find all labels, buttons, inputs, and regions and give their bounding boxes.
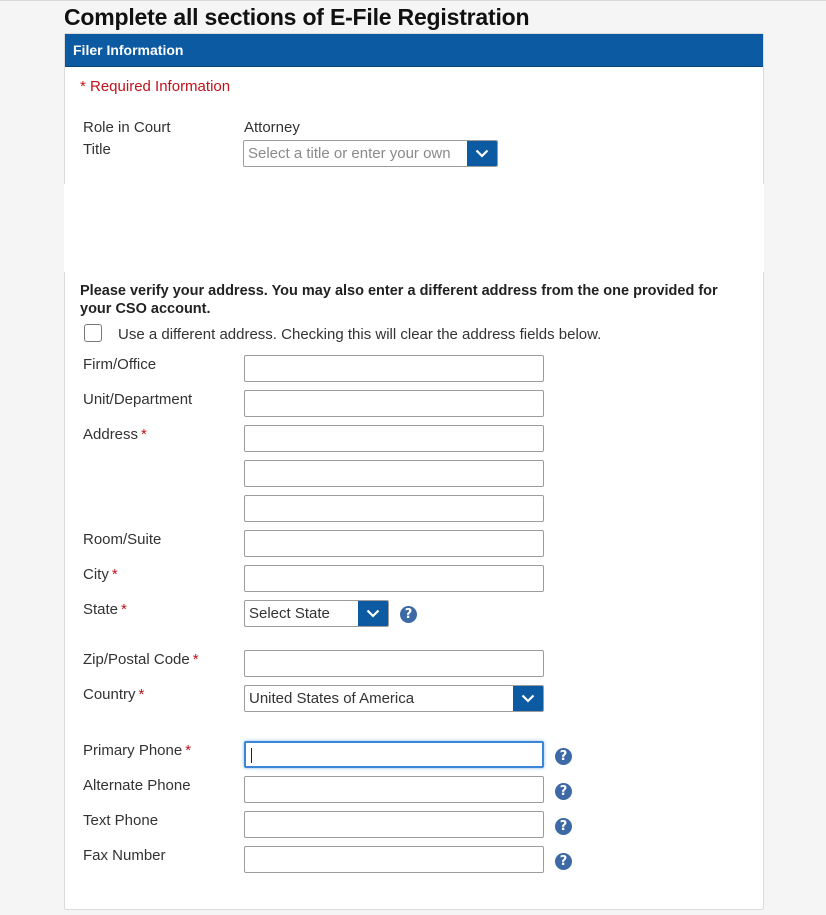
zip-input[interactable] bbox=[244, 650, 544, 677]
top-divider bbox=[0, 0, 826, 1]
text-phone-label: Text Phone bbox=[83, 812, 159, 829]
role-label: Role in Court bbox=[83, 119, 171, 136]
required-marker: * bbox=[121, 601, 127, 618]
firm-office-label: Firm/Office bbox=[83, 356, 157, 373]
required-marker: * bbox=[192, 651, 199, 668]
country-select[interactable] bbox=[244, 685, 544, 712]
alternate-phone-label: Alternate Phone bbox=[83, 777, 191, 794]
address-label: Address * bbox=[83, 426, 147, 443]
alternate-phone-help-icon[interactable]: ? bbox=[555, 783, 572, 800]
required-note: * Required Information bbox=[80, 78, 231, 95]
country-selected-value: United States of America bbox=[249, 690, 415, 707]
chevron-down-icon[interactable] bbox=[358, 601, 388, 626]
title-placeholder: Select a title or enter your own bbox=[248, 145, 451, 162]
address-line1-input[interactable] bbox=[244, 425, 544, 452]
primary-phone-label: Primary Phone * bbox=[83, 742, 192, 759]
state-help-icon[interactable]: ? bbox=[400, 606, 417, 623]
address-line2-input[interactable] bbox=[244, 460, 544, 487]
city-input[interactable] bbox=[244, 565, 544, 592]
unit-department-label: Unit/Department bbox=[83, 391, 193, 408]
different-address-checkbox[interactable] bbox=[84, 324, 102, 342]
zip-label: Zip/Postal Code * bbox=[83, 651, 199, 668]
chevron-down-icon[interactable] bbox=[513, 686, 543, 711]
fax-number-input[interactable] bbox=[244, 846, 544, 873]
role-value: Attorney bbox=[244, 119, 300, 136]
required-marker: * bbox=[138, 686, 145, 703]
text-phone-input[interactable] bbox=[244, 811, 544, 838]
required-marker: * bbox=[185, 742, 192, 759]
different-address-label: Use a different address. Checking this will clear the address fields below. bbox=[118, 326, 602, 343]
title-combobox[interactable] bbox=[243, 140, 498, 167]
alternate-phone-input[interactable] bbox=[244, 776, 544, 803]
fax-help-icon[interactable]: ? bbox=[555, 853, 572, 870]
title-label: Title bbox=[83, 141, 111, 158]
unit-department-input[interactable] bbox=[244, 390, 544, 417]
chevron-down-icon[interactable] bbox=[467, 141, 497, 166]
required-marker: * bbox=[111, 566, 118, 583]
address-line3-input[interactable] bbox=[244, 495, 544, 522]
address-verify-text: Please verify your address. You may also enter a different address from the one provided for your CSO account. bbox=[80, 283, 718, 317]
country-label: Country * bbox=[83, 686, 145, 703]
blank-region bbox=[64, 184, 764, 272]
text-phone-help-icon[interactable]: ? bbox=[555, 818, 572, 835]
state-select[interactable] bbox=[244, 600, 389, 627]
filer-information-panel bbox=[64, 33, 764, 910]
panel-header: Filer Information bbox=[65, 34, 763, 67]
required-marker: * bbox=[141, 426, 147, 443]
text-caret bbox=[251, 748, 252, 763]
page-title: Complete all sections of E-File Registration bbox=[64, 4, 530, 30]
state-selected-value: Select State bbox=[249, 605, 330, 622]
primary-phone-help-icon[interactable]: ? bbox=[555, 748, 572, 765]
firm-office-input[interactable] bbox=[244, 355, 544, 382]
state-label: State * bbox=[83, 601, 127, 618]
room-suite-input[interactable] bbox=[244, 530, 544, 557]
primary-phone-input[interactable] bbox=[244, 741, 544, 768]
room-suite-label: Room/Suite bbox=[83, 531, 162, 548]
fax-number-label: Fax Number bbox=[83, 847, 166, 864]
city-label: City * bbox=[83, 566, 118, 583]
